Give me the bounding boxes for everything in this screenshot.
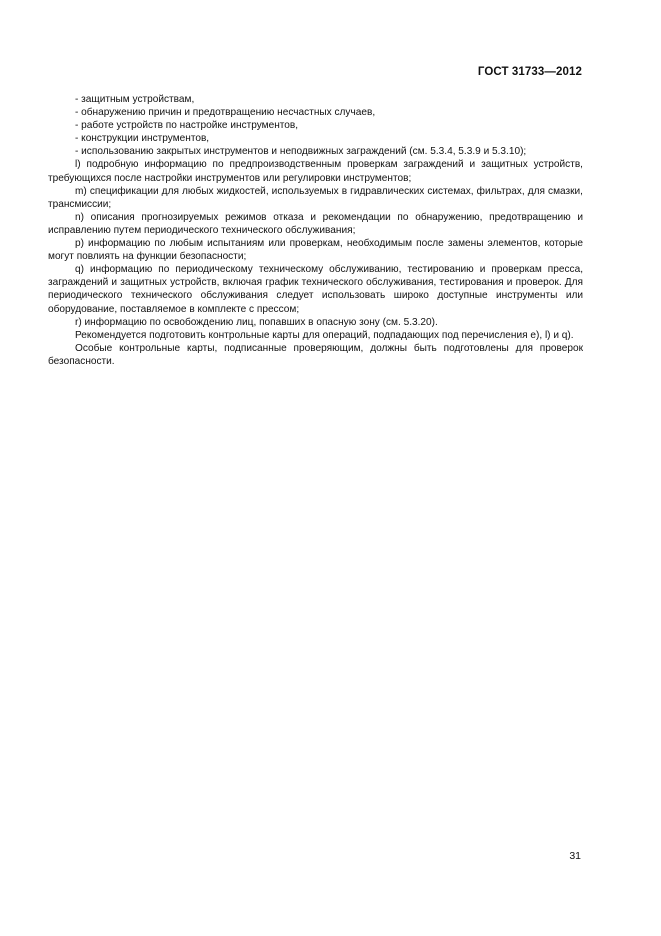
bullet-accident-causes: - обнаружению причин и предотвращению несчастных случаев, [75,107,376,119]
document-body [48,93,583,368]
standard-designation: ГОСТ 31733—2012 [477,66,582,78]
list-item-m: m) спецификации для любых жидкостей, используемых в гидравлических системах, фильтрах, для смазки, трансмиссии; [48,185,583,210]
list-item-p: p) информацию по любым испытаниям или проверкам, необходимым после замены элементов, которые могут повлиять на функции безопасности; [48,238,583,263]
list-item-r: r) информацию по освобождению лиц, попавших в опасную зону (см. 5.3.20). [75,316,438,328]
paragraph-checklists: Рекомендуется подготовить контрольные карты для операций, подпадающих под перечисления e), l) и q). [75,329,574,341]
page-number: 31 [569,850,581,862]
list-item-n: n) описания прогнозируемых режимов отказа и рекомендации по обнаружению, предотвращению и исправлению путем периодического технического обслуживания; [48,211,583,236]
bullet-tool-design: - конструкции инструментов, [75,133,210,145]
bullet-protective-devices: - защитным устройствам, [75,94,195,105]
list-item-q: q) информацию по периодическому техническому обслуживанию, тестированию и проверкам пресса, заграждений и защитных устройств, включая график технического обслуживания, тестирования и проверок. Для периодического технического обслуживания следует использовать широко доступные инструменты или оборудование, поставляемое в комплекте с прессом; [48,264,583,315]
list-item-l: l) подробную информацию по предпроизводственным проверкам заграждений и защитных устройств, требующихся после настройки инструментов или регулировки инструментов; [48,159,583,184]
bullet-closed-tools: - использованию закрытых инструментов и неподвижных заграждений (см. 5.3.4, 5.3.9 и 5.3.10); [75,146,527,158]
paragraph-special-checklists: Особые контрольные карты, подписанные проверяющим, должны быть подготовлены для проверок безопасности. [48,342,583,367]
bullet-tool-setting-devices: - работе устройств по настройке инструментов, [75,120,299,132]
